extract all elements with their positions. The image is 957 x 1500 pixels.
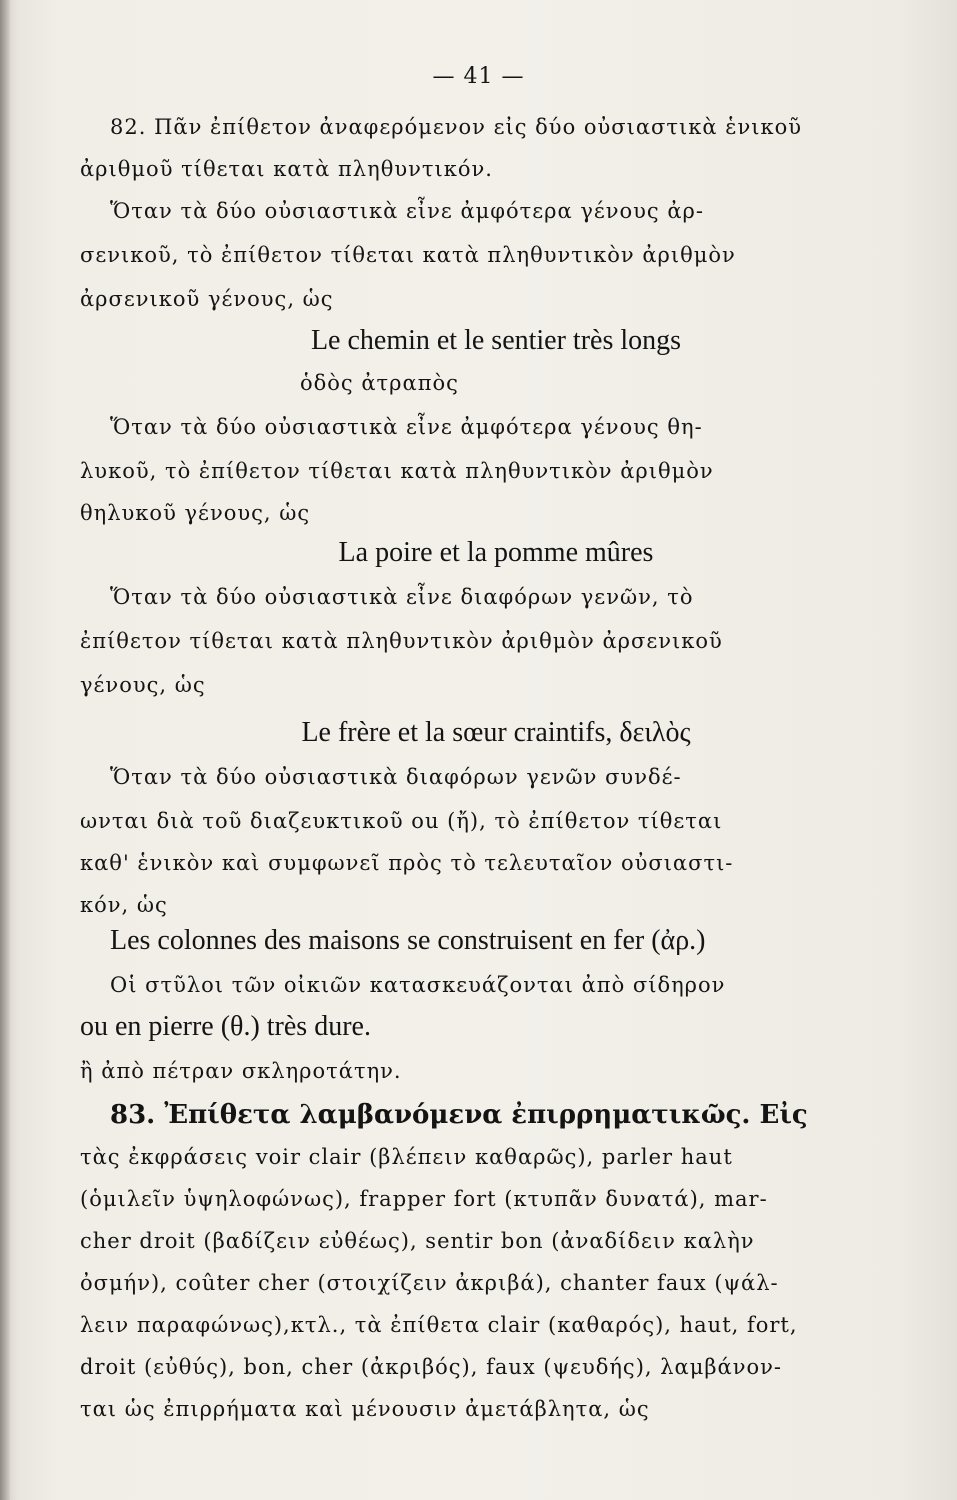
text-line: τὰς ἐκφράσεις voir clair (βλέπειν καθαρῶς), parler haut	[80, 1145, 733, 1169]
text-line: ὀσμήν), coûter cher (στοιχίζειν ἀκριβά), chanter faux (ψάλ-	[80, 1271, 779, 1295]
text-line: Ὅταν τὰ δύο οὐσιαστικὰ διαφόρων γενῶν συνδέ-	[110, 765, 682, 789]
text-line: ται ὡς ἐπιρρήματα καὶ μένουσιν ἀμετάβλητα, ὡς	[80, 1397, 650, 1421]
text-line: La poire et la pomme mûres	[338, 537, 654, 568]
text-line: Οἱ στῦλοι τῶν οἰκιῶν κατασκευάζονται ἀπὸ σίδηρον	[110, 973, 726, 997]
page-number: — 41 —	[432, 64, 525, 89]
text-line: σενικοῦ, τὸ ἐπίθετον τίθεται κατὰ πληθυντικὸν ἀριθμὸν	[80, 243, 736, 267]
text-line: λειν παραφώνως),κτλ., τὰ ἐπίθετα clair (καθαρός), haut, fort,	[80, 1313, 798, 1337]
text-line: (ὁμιλεῖν ὑψηλοφώνως), frapper fort (κτυπᾶν δυνατά), mar-	[80, 1187, 768, 1211]
text-line: cher droit (βαδίζειν εὐθέως), sentir bon (ἀναδίδειν καλὴν	[80, 1229, 755, 1253]
text-line: 82. Πᾶν ἐπίθετον ἀναφερόμενον εἰς δύο οὐσιαστικὰ ἑνικοῦ	[110, 115, 803, 139]
text-line: Les colonnes des maisons se construisent en fer (ἀρ.)	[110, 925, 706, 956]
text-line: ἀριθμοῦ τίθεται κατὰ πληθυντικόν.	[80, 157, 493, 181]
text-line: ὁδὸς ἀτραπὸς	[300, 371, 459, 395]
binding-shadow	[0, 0, 10, 1500]
text-line: ωνται διὰ τοῦ διαζευκτικοῦ ou (ἤ), τὸ ἐπίθετον τίθεται	[80, 809, 723, 833]
text-line: κόν, ὡς	[80, 893, 168, 917]
text-line: καθ' ἑνικὸν καὶ συμφωνεῖ πρὸς τὸ τελευταῖον οὐσιαστι-	[80, 851, 734, 875]
text-line: ou en pierre (θ.) très dure.	[80, 1011, 371, 1042]
text-line: γένους, ὡς	[80, 673, 206, 697]
text-line: ἢ ἀπὸ πέτραν σκληροτάτην.	[80, 1059, 402, 1083]
text-line: Le frère et la sœur craintifs, δειλὸς	[301, 717, 691, 748]
text-line: λυκοῦ, τὸ ἐπίθετον τίθεται κατὰ πληθυντικὸν ἀριθμὸν	[80, 459, 714, 483]
text-line: ἀρσενικοῦ γένους, ὡς	[80, 287, 334, 311]
text-line: Le chemin et le sentier très longs	[310, 325, 682, 356]
text-line: Ὅταν τὰ δύο οὐσιαστικὰ εἶνε ἀμφότερα γένους ἀρ-	[110, 199, 704, 223]
text-line: θηλυκοῦ γένους, ὡς	[80, 501, 311, 525]
text-line: ἐπίθετον τίθεται κατὰ πληθυντικὸν ἀριθμὸν ἀρσενικοῦ	[80, 629, 723, 653]
text-line: 83. Ἐπίθετα λαμβανόμενα ἐπιρρηματικῶς. Εἰς	[110, 1100, 808, 1130]
text-line: droit (εὐθύς), bon, cher (ἀκριβός), faux (ψευδής), λαμβάνον-	[80, 1355, 782, 1379]
text-line: Ὅταν τὰ δύο οὐσιαστικὰ εἶνε διαφόρων γενῶν, τὸ	[110, 585, 694, 609]
text-line: Ὅταν τὰ δύο οὐσιαστικὰ εἶνε ἀμφότερα γένους θη-	[110, 415, 703, 439]
